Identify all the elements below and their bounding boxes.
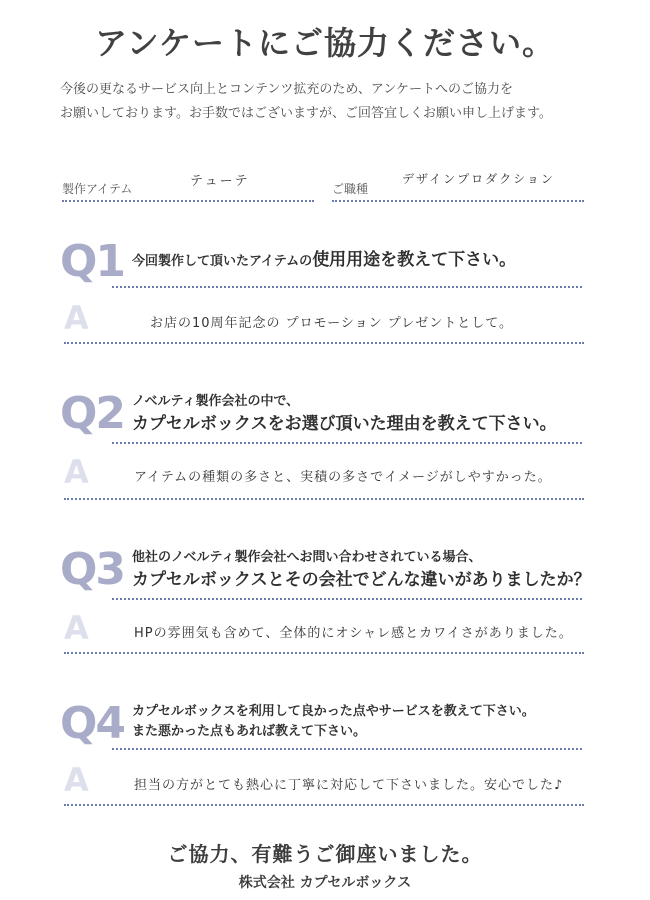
q1-answer-letter: A — [64, 299, 89, 337]
q1-question-underline — [112, 286, 582, 288]
job-underline — [332, 200, 584, 202]
q2-question-underline — [112, 442, 582, 444]
q4-answer-letter: A — [64, 761, 89, 799]
q4-question-line-1: カプセルボックスを利用して良かった点やサービスを教えて下さい。 — [132, 704, 535, 719]
page-title: アンケートにご協力ください。 — [94, 24, 556, 62]
q2-number: Q2 — [60, 388, 125, 439]
q4-answer-underline — [64, 804, 584, 806]
q1-question-pre: 今回製作して頂いたアイテムの — [132, 254, 313, 269]
intro-text — [60, 78, 600, 126]
q3-question-line-2: カプセルボックスとその会社でどんな違いがありましたか？ — [132, 570, 591, 590]
q4-question-underline — [112, 748, 582, 750]
q2-question-line-2: カプセルボックスをお選び頂いた理由を教えて下さい。 — [132, 414, 557, 434]
intro-line-1: 今後の更なるサービス向上とコンテンツ拡充のため、アンケートへのご協力を — [60, 82, 514, 97]
job-label: ご職種 — [332, 182, 369, 196]
q3-number: Q3 — [60, 544, 125, 595]
q3-question-line-1: 他社のノベルティ製作会社へお問い合わせされている場合、 — [132, 550, 482, 565]
q2-answer-letter: A — [64, 453, 89, 491]
thanks-text: ご協力、有難うご御座いました。 — [167, 842, 483, 866]
q1-number: Q1 — [60, 236, 125, 287]
q1-question-em: 使用用途を教えて下さい。 — [312, 250, 517, 270]
q3-answer-underline — [64, 652, 584, 654]
q2-answer: アイテムの種類の多さと、実積の多さでイメージがしやすかった。 — [134, 470, 552, 485]
q2-answer-underline — [64, 498, 584, 500]
item-label: 製作アイテム — [62, 182, 133, 196]
q4-answer: 担当の方がとても熱心に丁寧に対応して下さいました。安心でした♪ — [134, 778, 564, 793]
q1-answer-underline — [64, 342, 584, 344]
company-name: 株式会社 カプセルボックス — [238, 875, 412, 891]
q3-answer-letter: A — [64, 609, 89, 647]
intro-line-2: お願いしております。お手数ではございますが、ご回答宜しくお願い申し上げます。 — [60, 106, 552, 121]
q2-question-line-1: ノベルティ製作会社の中で、 — [132, 394, 300, 409]
job-value: デザインプロダクション — [402, 172, 555, 186]
q3-question-underline — [112, 598, 582, 600]
q4-number: Q4 — [60, 698, 125, 749]
q3-answer: HPの雰囲気も含めて、全体的にオシャレ感とカワイさがありました。 — [134, 626, 573, 641]
item-value: テューテ — [190, 174, 250, 189]
q1-answer: お店の10周年記念の プロモーション プレゼントとして。 — [150, 316, 513, 331]
q1-question — [132, 250, 516, 272]
item-underline — [62, 200, 314, 202]
q4-question-line-2: また悪かった点もあれば教えて下さい。 — [132, 724, 367, 739]
